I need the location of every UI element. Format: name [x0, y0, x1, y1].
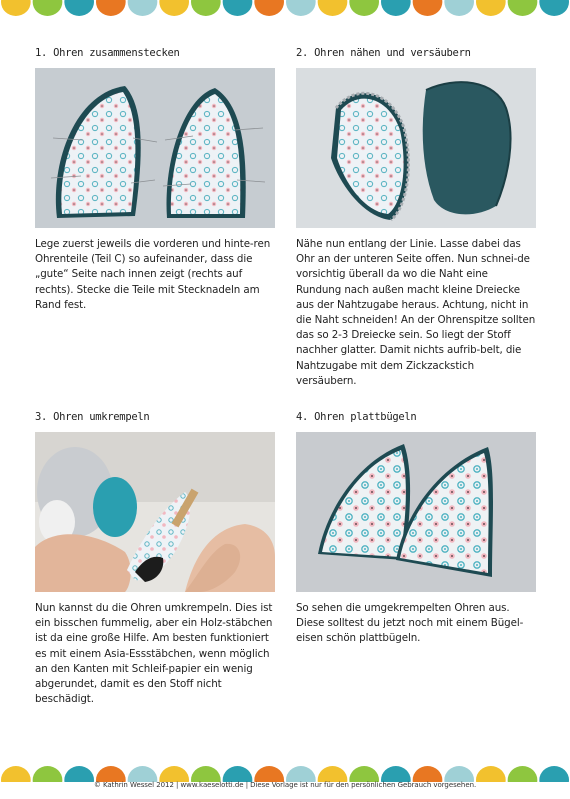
step-3	[35, 410, 275, 707]
step-2-text: Nähe nun entlang der Linie. Lasse dabei das Ohr an der unteren Seite offen. Nun schnei-de vorsichtig überall da wo die Naht eine Rundung nach außen macht kleine Dreiecke aus der Nahtzugabe heraus. Achtung, nicht in die Naht schneiden! An der Ohrenspitze sollten das so 2-3 Dreiecke sein. So liegt der Stoff nachher glatter. Damit nichts aufrib-belt, die Nahtzugabe mit dem Zickzackstich versäubern.	[296, 238, 536, 387]
scallop	[191, 766, 221, 782]
step-4-title: 4. Ohren plattbügeln	[296, 411, 417, 423]
sewn-fabric-ears-photo	[296, 68, 536, 228]
step-1	[35, 46, 275, 313]
scallop	[286, 0, 316, 16]
scallop	[33, 0, 63, 16]
scallop-border-top	[0, 0, 570, 22]
scallop	[128, 766, 158, 782]
scallop	[413, 0, 443, 16]
step-4-text: So sehen die umgekrempelten Ohren aus. Diese solltest du jetzt noch mit einem Bügel-eisen schön plattbügeln.	[296, 602, 524, 645]
scallop	[64, 766, 94, 782]
scallop	[191, 0, 221, 16]
scallop	[159, 766, 189, 782]
scallop	[1, 766, 31, 782]
scallop	[96, 766, 126, 782]
scallop	[508, 766, 538, 782]
scallop	[381, 0, 411, 16]
scallop	[254, 0, 284, 16]
scallop	[159, 0, 189, 16]
scallop	[539, 766, 569, 782]
scallop	[64, 0, 94, 16]
scallop	[508, 0, 538, 16]
scallop	[476, 766, 506, 782]
scallop	[128, 0, 158, 16]
step-1-text: Lege zuerst jeweils die vorderen und hinte-ren Ohrenteile (Teil C) so aufeinander, dass die „gute“ Seite nach innen zeigt (rechts auf rechts). Stecke die Teile mit Stecknadeln am Rand fest.	[35, 238, 271, 311]
ironed-fabric-ears-photo	[296, 432, 536, 592]
step-2-title: 2. Ohren nähen und versäubern	[296, 47, 471, 59]
step-3-text: Nun kannst du die Ohren umkrempeln. Dies ist ein bisschen fummelig, aber ein Holz-stäbchen ist da eine große Hilfe. Am besten funktioniert es mit einem Asia-Essstäbchen, wenn möglich an den Kanten mit Schleif-papier ein wenig abgerundet, damit es den Stoff nicht beschädigt.	[35, 602, 273, 706]
scallop	[1, 0, 31, 16]
scallop	[254, 766, 284, 782]
scallop	[381, 766, 411, 782]
scallop	[349, 0, 379, 16]
scallop	[476, 0, 506, 16]
scallop	[539, 0, 569, 16]
pinned-fabric-ears-photo	[35, 68, 275, 228]
footer-copyright: © Kathrin Wessel 2012 | www.kaeselotti.de | Diese Vorlage ist nur für den persönlichen Gebrauch vorgesehen.	[93, 781, 477, 789]
scallop	[444, 0, 474, 16]
scallop	[318, 0, 348, 16]
scallop	[223, 766, 253, 782]
step-3-title: 3. Ohren umkrempeln	[35, 411, 150, 423]
scallop	[413, 766, 443, 782]
scallop-border-bottom	[0, 760, 570, 782]
step-2	[296, 46, 536, 389]
turning-ear-with-stick-photo	[35, 432, 275, 592]
scallop	[223, 0, 253, 16]
scallop	[33, 766, 63, 782]
scallop	[349, 766, 379, 782]
scallop	[286, 766, 316, 782]
scallop	[444, 766, 474, 782]
scallop	[96, 0, 126, 16]
step-1-title: 1. Ohren zusammenstecken	[35, 47, 180, 59]
step-4	[296, 410, 536, 647]
scallop	[318, 766, 348, 782]
